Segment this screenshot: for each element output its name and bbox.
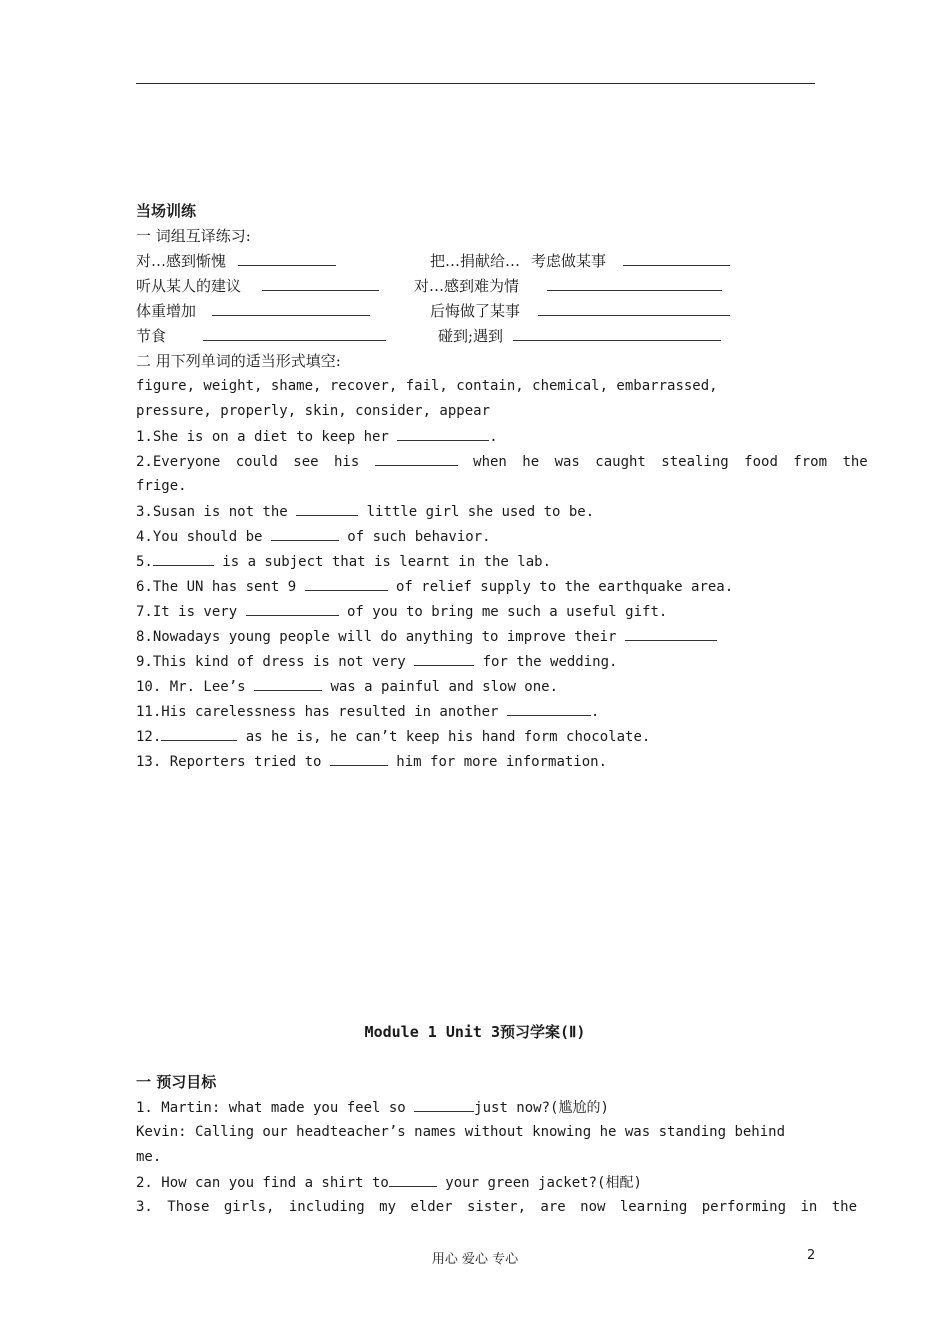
answer-blank <box>161 724 237 741</box>
practice-section <box>136 199 868 774</box>
question-item: 4.You should be of such behavior. <box>136 524 816 549</box>
question-item: 6.The UN has sent 9 of relief supply to the earthquake area. <box>136 574 816 599</box>
question-item: frige. <box>136 478 187 494</box>
question-item: 11.His carelessness has resulted in another . <box>136 699 816 724</box>
question-item: 1. Martin: what made you feel so just now?(尴尬的) <box>136 1095 816 1120</box>
answer-blank <box>375 449 458 466</box>
question-item: 13. Reporters tried to him for more information. <box>136 749 816 774</box>
answer-blank <box>246 599 339 616</box>
page-number: 2 <box>807 1248 816 1263</box>
phrase-row <box>136 299 816 324</box>
answer-blank <box>305 574 388 591</box>
phrase: 体重增加 <box>136 302 197 320</box>
answer-blank <box>625 624 717 641</box>
question-item: 3. Those girls, including my elder sister, are now learning performing in the <box>136 1199 858 1215</box>
blank <box>262 290 379 291</box>
answer-blank <box>397 424 489 441</box>
question-item: 7.It is very of you to bring me such a useful gift. <box>136 599 816 624</box>
word-list: pressure, properly, skin, consider, appear <box>136 403 491 419</box>
question-item: 3.Susan is not the little girl she used to be. <box>136 499 816 524</box>
question-item: 2. How can you find a shirt to your green jacket?(相配) <box>136 1170 816 1195</box>
answer-blank <box>254 674 322 691</box>
section-heading: 一 预习目标 <box>136 1073 217 1091</box>
phrase: 把…捐献给… <box>430 252 521 270</box>
exercise-1-title: 一 词组互译练习: <box>136 227 251 245</box>
phrase: 碰到;遇到 <box>438 327 504 345</box>
answer-blank <box>271 524 339 541</box>
blank <box>203 340 386 341</box>
phrase-row <box>136 324 816 349</box>
blank <box>238 265 336 266</box>
phrase: 考虑做某事 <box>531 252 607 270</box>
preview-section <box>136 1070 858 1220</box>
phrase-row <box>136 274 816 299</box>
phrase: 对…感到难为情 <box>414 277 520 295</box>
question-item: 8.Nowadays young people will do anything to improve their <box>136 624 816 649</box>
phrase-row <box>136 249 816 274</box>
question-item: 10. Mr. Lee’s was a painful and slow one. <box>136 674 816 699</box>
section-heading: 当场训练 <box>136 202 197 220</box>
question-item: 12. as he is, he can’t keep his hand form chocolate. <box>136 724 816 749</box>
word-list: figure, weight, shame, recover, fail, contain, chemical, embarrassed, <box>136 378 718 394</box>
question-item: Kevin: Calling our headteacher’s names without knowing he was standing behind <box>136 1124 786 1140</box>
blank <box>538 315 730 316</box>
phrase: 节食 <box>136 327 167 345</box>
exercise-2-title: 二 用下列单词的适当形式填空: <box>136 352 341 370</box>
phrase: 对…感到惭愧 <box>136 252 227 270</box>
answer-blank <box>153 549 214 566</box>
blank <box>623 265 730 266</box>
question-item: 2.Everyone could see his when he was caught stealing food from the <box>136 449 816 474</box>
question-item: 1.She is on a diet to keep her . <box>136 424 816 449</box>
answer-blank <box>414 1095 474 1112</box>
blank <box>547 290 722 291</box>
answer-blank <box>414 649 474 666</box>
answer-blank <box>296 499 358 516</box>
answer-blank <box>507 699 591 716</box>
blank <box>513 340 721 341</box>
phrase: 听从某人的建议 <box>136 277 242 295</box>
answer-blank <box>330 749 388 766</box>
question-item: me. <box>136 1149 162 1165</box>
page-title: Module 1 Unit 3预习学案(Ⅱ) <box>364 1023 586 1041</box>
answer-blank <box>389 1170 437 1187</box>
phrase: 后悔做了某事 <box>430 302 521 320</box>
header-rule <box>136 83 815 84</box>
question-item: 9.This kind of dress is not very for the wedding. <box>136 649 816 674</box>
question-item: 5. is a subject that is learnt in the lab. <box>136 549 816 574</box>
blank <box>212 315 370 316</box>
footer-motto: 用心 爱心 专心 <box>431 1252 519 1267</box>
